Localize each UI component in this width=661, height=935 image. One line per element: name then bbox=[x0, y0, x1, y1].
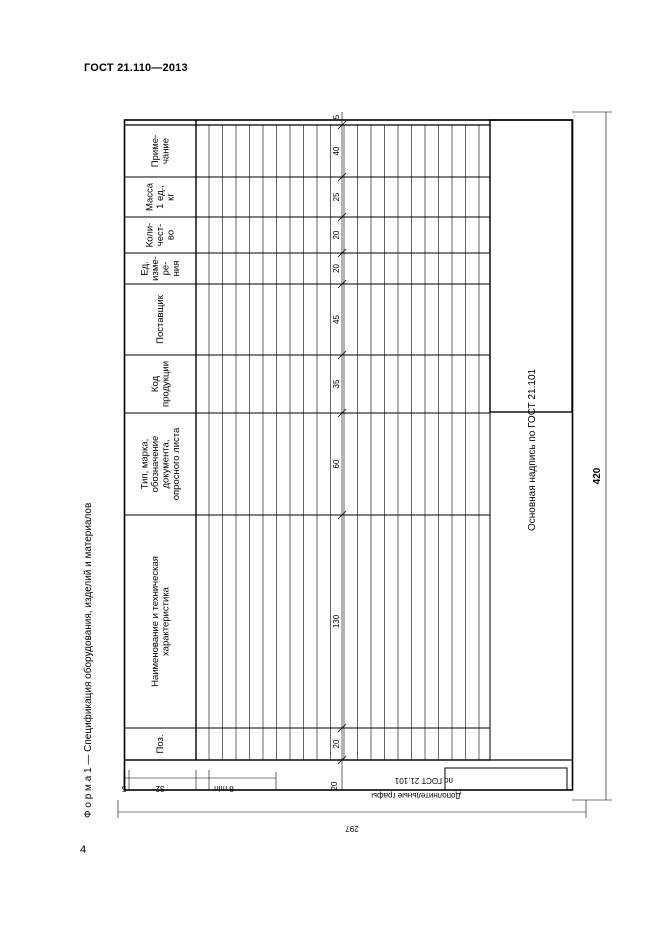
column-header-line: ре- bbox=[160, 261, 172, 276]
column-header-line: Масса bbox=[144, 182, 156, 212]
column-header-line: 1 ед., bbox=[155, 185, 166, 209]
title-block-frame bbox=[490, 120, 572, 412]
column-header-line: изме- bbox=[149, 256, 161, 281]
column-header-line: характеристика bbox=[160, 587, 172, 656]
extra-columns-line-1: Дополнительные графы bbox=[371, 791, 461, 800]
extra-strip-dimension: 20 bbox=[330, 781, 339, 791]
column-header-line: Тип, марка, bbox=[139, 438, 151, 490]
left-margin-dimension: 5 bbox=[121, 784, 127, 793]
column-header-line: Ед. bbox=[139, 261, 151, 276]
column-width-label: 20 bbox=[332, 230, 341, 240]
column-header-line: кг bbox=[165, 193, 177, 201]
column-width-label: 20 bbox=[332, 739, 341, 749]
column-header-line: Коли- bbox=[144, 222, 156, 248]
column-header-line: Код bbox=[149, 375, 161, 393]
column-width-label: 130 bbox=[332, 614, 341, 629]
column-header-line: Приме- bbox=[149, 134, 161, 168]
form-caption: Ф о р м а 1 — Спецификация оборудования, изделий и материалов bbox=[83, 502, 94, 818]
column-headers bbox=[139, 135, 182, 754]
column-header-line: ния bbox=[170, 260, 182, 277]
column-width-label: 25 bbox=[332, 192, 341, 202]
column-width-dimensions bbox=[332, 114, 341, 748]
extra-columns-box bbox=[445, 768, 567, 790]
outer-frame bbox=[125, 120, 573, 790]
header-depth-dimension: 32 bbox=[155, 784, 165, 793]
end-margin-label: 5 bbox=[332, 114, 341, 120]
column-header-line: опросного листа bbox=[170, 427, 182, 501]
page-number: 4 bbox=[80, 844, 87, 856]
sheet-height-dimension: 420 bbox=[592, 467, 603, 485]
column-width-label: 20 bbox=[332, 264, 341, 273]
column-header-line: чест- bbox=[155, 223, 166, 247]
column-header-line: документа, bbox=[160, 439, 172, 489]
column-header-line: во bbox=[165, 229, 177, 241]
column-header-line: продукции bbox=[160, 360, 172, 408]
column-width-label: 60 bbox=[332, 459, 341, 469]
column-header-line: чание bbox=[160, 137, 172, 165]
column-header-line: обозначение bbox=[149, 435, 161, 493]
standard-code: ГОСТ 21.110—2013 bbox=[84, 62, 188, 74]
column-header-line: Наименование и техническая bbox=[149, 556, 161, 687]
row-height-dimension: 8 min bbox=[214, 784, 234, 793]
extra-columns-line-2: по ГОСТ 21.101 bbox=[394, 776, 453, 785]
sheet-width-dimension: 297 bbox=[345, 824, 359, 833]
column-header-line: Поставщик bbox=[155, 295, 166, 344]
column-width-label: 45 bbox=[332, 315, 341, 324]
column-width-label: 40 bbox=[332, 146, 341, 156]
column-width-label: 35 bbox=[332, 379, 341, 389]
column-header-line: Поз. bbox=[155, 734, 166, 754]
title-block-text: Основная надпись по ГОСТ 21.101 bbox=[527, 368, 538, 532]
